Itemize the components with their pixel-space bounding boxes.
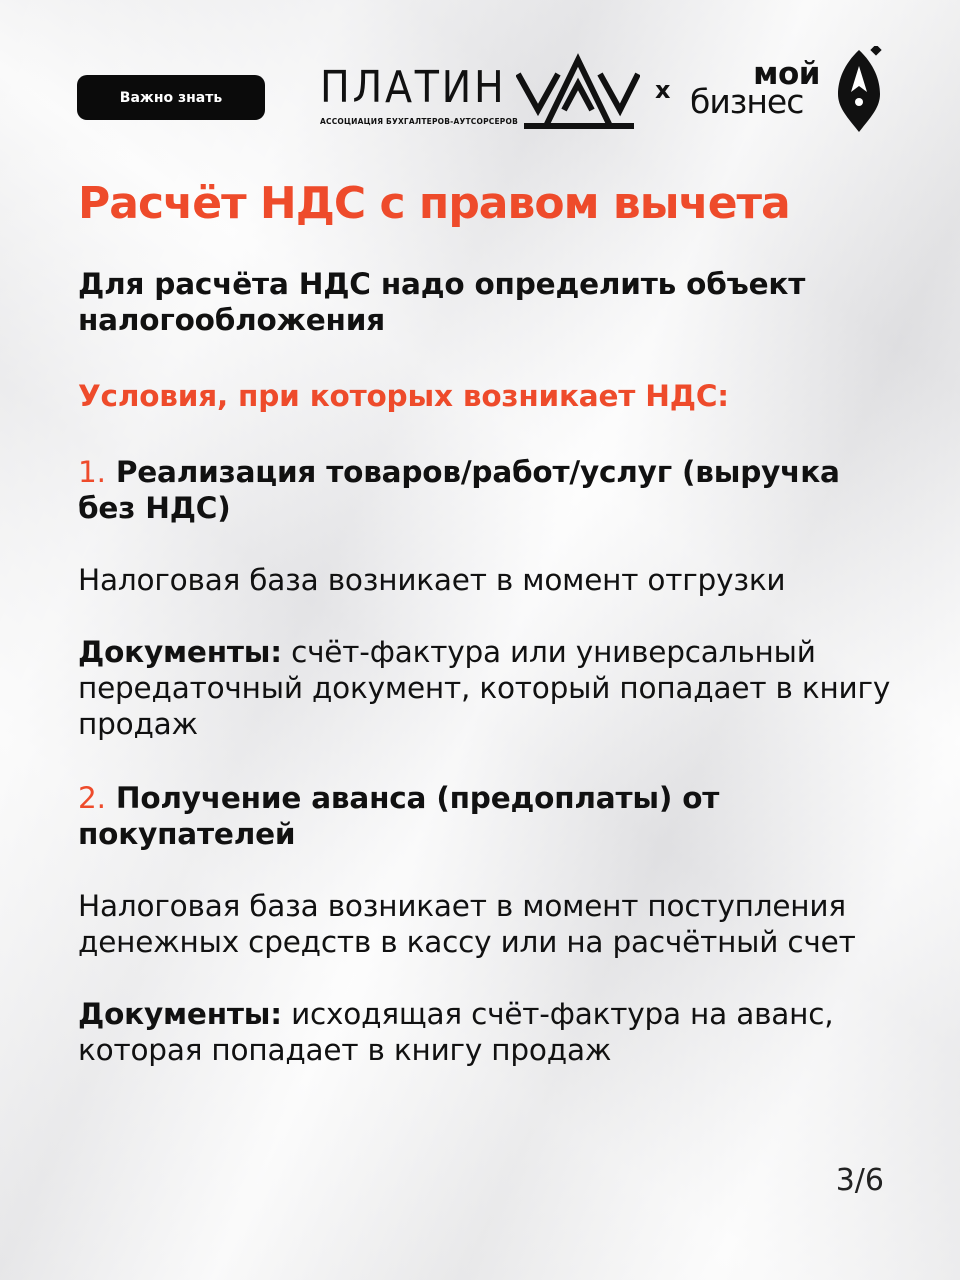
item-2-base-text: Налоговая база возникает в момент поступления денежных средств в кассу или на расчётный счет: [78, 889, 856, 959]
conditions-heading: Условия, при которых возникает НДС:: [78, 379, 729, 413]
item-1-heading: [78, 454, 898, 526]
moy-biznes-logo-line2: бизнес: [690, 82, 804, 121]
important-badge: [77, 75, 265, 120]
item-2-heading-text: Получение аванса (предоплаты) от покупателей: [78, 781, 720, 851]
main-content: [78, 266, 898, 1068]
item-2-docs-text: исходящая счёт-фактура на аванс, которая попадает в книгу продаж: [78, 997, 834, 1067]
item-2-documents: [78, 996, 898, 1068]
platin-mountain-icon: [516, 52, 640, 132]
intro-text: Для расчёта НДС надо определить объект налогообложения: [78, 267, 806, 337]
page-title: Расчёт НДС с правом вычета: [78, 178, 790, 229]
item-1-docs-text: счёт-фактура или универсальный передаточный документ, который попадает в книгу продаж: [78, 635, 891, 741]
moy-biznes-logo-line1: мой: [753, 56, 820, 92]
partnership-separator: x: [655, 76, 671, 104]
rocket-icon: [834, 46, 884, 136]
platin-logo-subtitle: АССОЦИАЦИЯ БУХГАЛТЕРОВ-АУТСОРСЕРОВ: [320, 117, 518, 126]
item-2-docs-label: Документы:: [78, 997, 282, 1031]
page-number: 3/6: [835, 1163, 884, 1198]
item-1-number: 1.: [78, 455, 106, 489]
item-2-heading: [78, 780, 898, 852]
item-2-number: 2.: [78, 781, 106, 815]
item-1-docs-label: Документы:: [78, 635, 282, 669]
platin-logo-name: ПЛАТИН: [320, 62, 507, 113]
item-1-base-text: Налоговая база возникает в момент отгрузки: [78, 563, 786, 597]
platin-logo: [320, 64, 520, 126]
item-1-heading-text: Реализация товаров/работ/услуг (выручка без НДС): [78, 455, 840, 525]
important-badge-label: Важно знать: [119, 89, 223, 106]
item-1-documents: [78, 634, 898, 742]
